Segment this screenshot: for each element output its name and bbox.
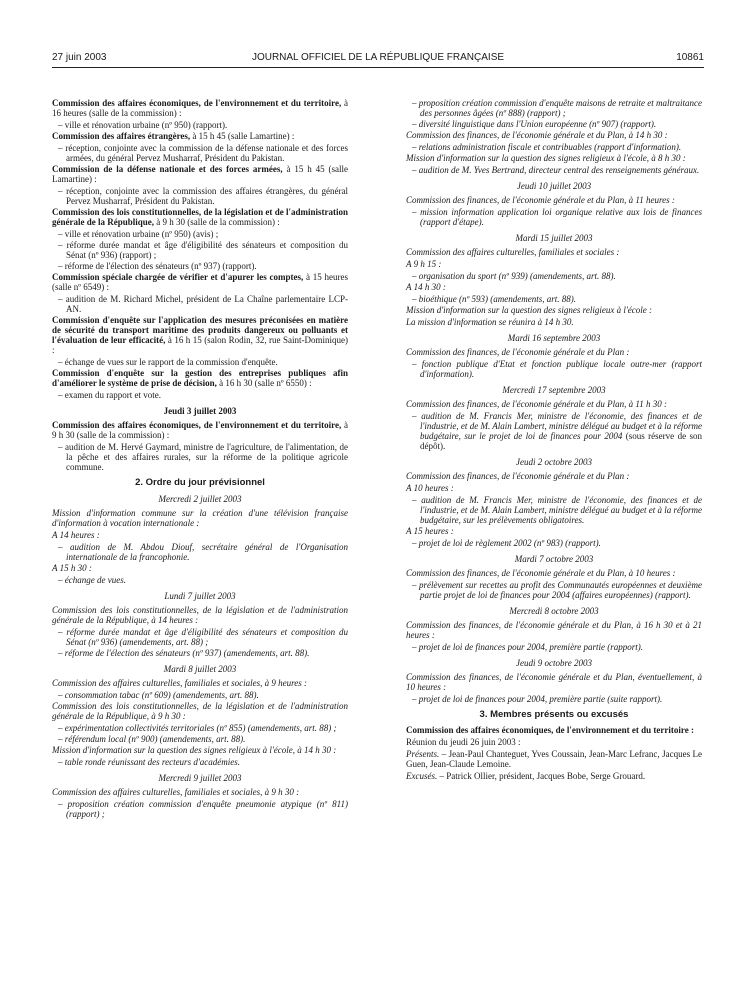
agenda-item: – projet de loi de finances pour 2004, première partie (rapport). — [412, 642, 643, 652]
agenda-item: – audition de M. Yves Bertrand, directeur central des renseignements généraux. — [412, 165, 700, 175]
session-details: à 16 h 15 (salon Rodin, 32, rue Saint-Dominique) : — [52, 335, 348, 355]
agenda-item-note: (sous réserve de son dépôt). — [420, 431, 703, 451]
commission-entry — [52, 98, 348, 118]
attendance-line — [406, 771, 702, 781]
agenda-item-text: – audition de M. Francis Mer, ministre de l'économie, des finances et de l'industrie, et de M. Alain Lambert, ministre délégué au budget et à la réforme budgétaire, sur le projet de loi de finances pour 2004 — [412, 411, 702, 441]
agenda-heading: Commission des finances, de l'économie générale et du Plan, à 11 h 30 : — [406, 399, 667, 409]
agenda-heading: A 14 h 30 : — [406, 282, 446, 292]
agenda-heading: Commission des finances, de l'économie générale et du Plan : — [406, 471, 630, 481]
agenda-heading: A 15 heures : — [406, 526, 454, 536]
commission-entry — [52, 272, 348, 292]
agenda-item: – expérimentation collectivités territoriales (nº 855) (amendements, art. 88) ; — [58, 723, 337, 733]
agenda-heading: A 9 h 15 : — [406, 259, 442, 269]
agenda-item: – échange de vues. — [58, 575, 126, 585]
commission-name: Commission des lois constitutionnelles, de la législation et de l'administration générale de la République, — [52, 207, 348, 227]
agenda-item: – bioéthique (nº 593) (amendements, art. 88). — [412, 294, 577, 304]
commission-name: Commission d'enquête sur l'application des mesures préconisées en matière de sécurité du transport maritime des produits dangereux ou polluants et l'évaluation de leur efficacité, — [52, 315, 348, 345]
commission-entry — [52, 368, 348, 388]
right-column — [406, 98, 702, 783]
agenda-item: – ville et rénovation urbaine (nº 950) (avis) ; — [58, 229, 219, 239]
header-page-number: 10861 — [676, 52, 704, 63]
meeting-date: Réunion du jeudi 26 juin 2003 : — [406, 737, 521, 747]
date-heading: Jeudi 10 juillet 2003 — [516, 181, 592, 191]
attendance-label: Excusés. — [406, 771, 438, 781]
agenda-item: – réception, conjointe avec la commission de la défense nationale et des forces armées, du général Pervez Musharraf, Président du Pakistan. — [58, 143, 348, 163]
agenda-item: – audition de M. Hervé Gaymard, ministre de l'agriculture, de l'alimentation, de la pêche et des affaires rurales, sur la réforme de la politique agricole commune. — [58, 442, 348, 472]
agenda-heading: Commission des lois constitutionnelles, de la législation et de l'administration générale de la République, à 9 h 30 : — [52, 701, 348, 721]
agenda-heading: A 14 heures : — [52, 530, 100, 540]
commission-entry — [52, 164, 348, 184]
agenda-item: – fonction publique d'Etat et fonction publique locale outre-mer (rapport d'information). — [412, 359, 702, 379]
session-details: à 16 heures (salle de la commission) : — [52, 98, 348, 118]
commission-name: Commission des affaires économiques, de l'environnement et du territoire : — [406, 725, 694, 735]
left-column — [52, 98, 348, 820]
date-heading: Lundi 7 juillet 2003 — [164, 591, 236, 601]
agenda-heading: Mission d'information sur la question des signes religieux à l'école, à 8 h 30 : — [406, 153, 686, 163]
session-details: à 15 h 45 (salle Lamartine) : — [52, 164, 348, 184]
date-heading: Mercredi 8 octobre 2003 — [509, 606, 599, 616]
agenda-item: – table ronde réunissant des recteurs d'académies. — [58, 757, 240, 767]
commission-name: Commission des affaires étrangères, — [52, 131, 191, 141]
commission-entry — [52, 207, 348, 227]
agenda-heading: Mission d'information commune sur la création d'une télévision française d'information à vocation internationale : — [52, 508, 348, 528]
agenda-item: – référendum local (nº 900) (amendements, art. 88). — [58, 734, 246, 744]
agenda-heading: La mission d'information se réunira à 14 h 30. — [406, 317, 574, 327]
agenda-item — [406, 411, 702, 451]
agenda-heading: Commission des affaires culturelles, familiales et sociales, à 9 heures : — [52, 678, 307, 688]
date-heading: Mardi 15 juillet 2003 — [515, 233, 593, 243]
commission-name: Commission des affaires économiques, de l'environnement et du territoire, — [52, 98, 342, 108]
agenda-heading: Commission des finances, de l'économie générale et du Plan, éventuellement, à 10 heures : — [406, 672, 702, 692]
agenda-heading: Commission des finances, de l'économie générale et du Plan, à 16 h 30 et à 21 heures : — [406, 620, 702, 640]
section-title: 2. Ordre du jour prévisionnel — [135, 477, 265, 488]
agenda-item: – réforme durée mandat et âge d'éligibilité des sénateurs et composition du Sénat (nº 936) (amendements, art. 88) ; — [58, 627, 348, 647]
agenda-item: – proposition création commission d'enquête maisons de retraite et maltraitance des personnes âgées (nº 888) (rapport) ; — [412, 98, 702, 118]
agenda-item: – projet de loi de finances pour 2004, première partie (suite rapport). — [412, 694, 663, 704]
agenda-item: – prélèvement sur recettes au profit des Communautés européennes et deuxième partie projet de loi de finances pour 2004 (affaires européennes) (rapport). — [412, 580, 702, 600]
agenda-item: – examen du rapport et vote. — [58, 390, 161, 400]
agenda-item: – réception, conjointe avec la commission des affaires étrangères, du général Pervez Musharraf, Président du Pakistan. — [58, 186, 348, 206]
agenda-item: – échange de vues sur le rapport de la commission d'enquête. — [58, 357, 278, 367]
agenda-heading: Commission des affaires culturelles, familiales et sociales, à 9 h 30 : — [52, 787, 300, 797]
agenda-item: – projet de loi de règlement 2002 (nº 983) (rapport). — [412, 538, 601, 548]
date-heading: Mardi 8 juillet 2003 — [163, 664, 237, 674]
attendance-line — [406, 749, 702, 769]
session-details: à 15 h 45 (salle Lamartine) : — [190, 131, 295, 141]
session-details: à 16 h 30 (salle nº 6550) : — [216, 378, 312, 388]
agenda-item: – mission information application loi organique relative aux lois de finances (rapport d'étape). — [412, 207, 702, 227]
agenda-item: – audition de M. Abdou Diouf, secrétaire général de l'Organisation internationale de la francophonie. — [58, 542, 348, 562]
attendance-label: Présents. — [406, 749, 440, 759]
header-rule — [52, 67, 704, 68]
agenda-item: – organisation du sport (nº 939) (amendements, art. 88). — [412, 271, 616, 281]
agenda-heading: Commission des finances, de l'économie générale et du Plan : — [406, 347, 630, 357]
date-heading: Jeudi 3 juillet 2003 — [163, 406, 237, 416]
commission-name: Commission spéciale chargée de vérifier et d'apurer les comptes, — [52, 272, 304, 282]
commission-name: Commission d'enquête sur la gestion des entreprises publiques afin d'améliorer le système de prise de décision, — [52, 368, 348, 388]
date-heading: Mardi 16 septembre 2003 — [507, 333, 601, 343]
agenda-item: – proposition création commission d'enquête pneumonie atypique (nº 811) (rapport) ; — [58, 799, 348, 819]
header-date: 27 juin 2003 — [52, 52, 107, 63]
agenda-heading: Mission d'information sur la question des signes religieux à l'école, à 14 h 30 : — [52, 745, 337, 755]
header-title: JOURNAL OFFICIEL DE LA RÉPUBLIQUE FRANÇAISE — [251, 52, 505, 63]
agenda-item: – ville et rénovation urbaine (nº 950) (rapport). — [58, 120, 228, 130]
agenda-heading: Commission des finances, de l'économie générale et du Plan, à 11 heures : — [406, 195, 675, 205]
date-heading: Mardi 7 octobre 2003 — [514, 554, 594, 564]
agenda-item: – audition de M. Richard Michel, président de La Chaîne parlementaire LCP-AN. — [58, 294, 348, 314]
agenda-item: – réforme de l'élection des sénateurs (nº 937) (rapport). — [58, 261, 257, 271]
agenda-heading: Commission des lois constitutionnelles, de la législation et de l'administration générale de la République, à 14 heures : — [52, 605, 348, 625]
commission-name: Commission de la défense nationale et des forces armées, — [52, 164, 283, 174]
date-heading: Mercredi 9 juillet 2003 — [158, 773, 242, 783]
commission-entry — [52, 315, 348, 355]
agenda-item: – relations administration fiscale et contribuables (rapport d'information). — [412, 142, 682, 152]
agenda-item: – diversité linguistique dans l'Union européenne (nº 907) (rapport). — [412, 119, 657, 129]
agenda-item: – réforme de l'élection des sénateurs (nº 937) (amendements, art. 88). — [58, 648, 310, 658]
session-details: à 15 heures (salle nº 6549) : — [52, 272, 349, 292]
date-heading: Jeudi 9 octobre 2003 — [516, 658, 592, 668]
session-details: à 9 h 30 (salle de la commission) : — [52, 420, 348, 440]
commission-entry — [52, 420, 348, 440]
agenda-heading: A 10 heures : — [406, 483, 454, 493]
date-heading: Mercredi 17 septembre 2003 — [502, 385, 606, 395]
agenda-heading: Commission des affaires culturelles, familiales et sociales : — [406, 247, 620, 257]
date-heading: Mercredi 2 juillet 2003 — [158, 494, 242, 504]
section-title: 3. Membres présents ou excusés — [479, 709, 629, 720]
agenda-item: – réforme durée mandat et âge d'éligibilité des sénateurs et composition du Sénat (nº 936) (rapport) ; — [58, 240, 348, 260]
agenda-heading: A 15 h 30 : — [52, 563, 92, 573]
page-header — [52, 52, 704, 66]
agenda-heading: Commission des finances, de l'économie générale et du Plan, à 10 heures : — [406, 568, 676, 578]
commission-name: Commission des affaires économiques, de l'environnement et du territoire, — [52, 420, 342, 430]
agenda-heading: Commission des finances, de l'économie générale et du Plan, à 14 h 30 : — [406, 130, 668, 140]
session-details: à 9 h 30 (salle de la commission) : — [154, 217, 280, 227]
commission-entry — [52, 131, 348, 141]
agenda-heading: Mission d'information sur la question des signes religieux à l'école : — [406, 305, 652, 315]
agenda-item: – consommation tabac (nº 609) (amendements, art. 88). — [58, 690, 259, 700]
attendance-names: – Jean-Paul Chanteguet, Yves Coussain, Jean-Marc Lefranc, Jacques Le Guen, Jean-Claude Lemoine. — [406, 749, 702, 769]
agenda-item: – audition de M. Francis Mer, ministre de l'économie, des finances et de l'industrie, et de M. Alain Lambert, ministre délégué au budget et à la réforme budgétaire, sur les prélèvements obligatoires. — [412, 495, 702, 525]
date-heading: Jeudi 2 octobre 2003 — [516, 457, 592, 467]
attendance-names: – Patrick Ollier, président, Jacques Bobe, Serge Grouard. — [437, 771, 646, 781]
